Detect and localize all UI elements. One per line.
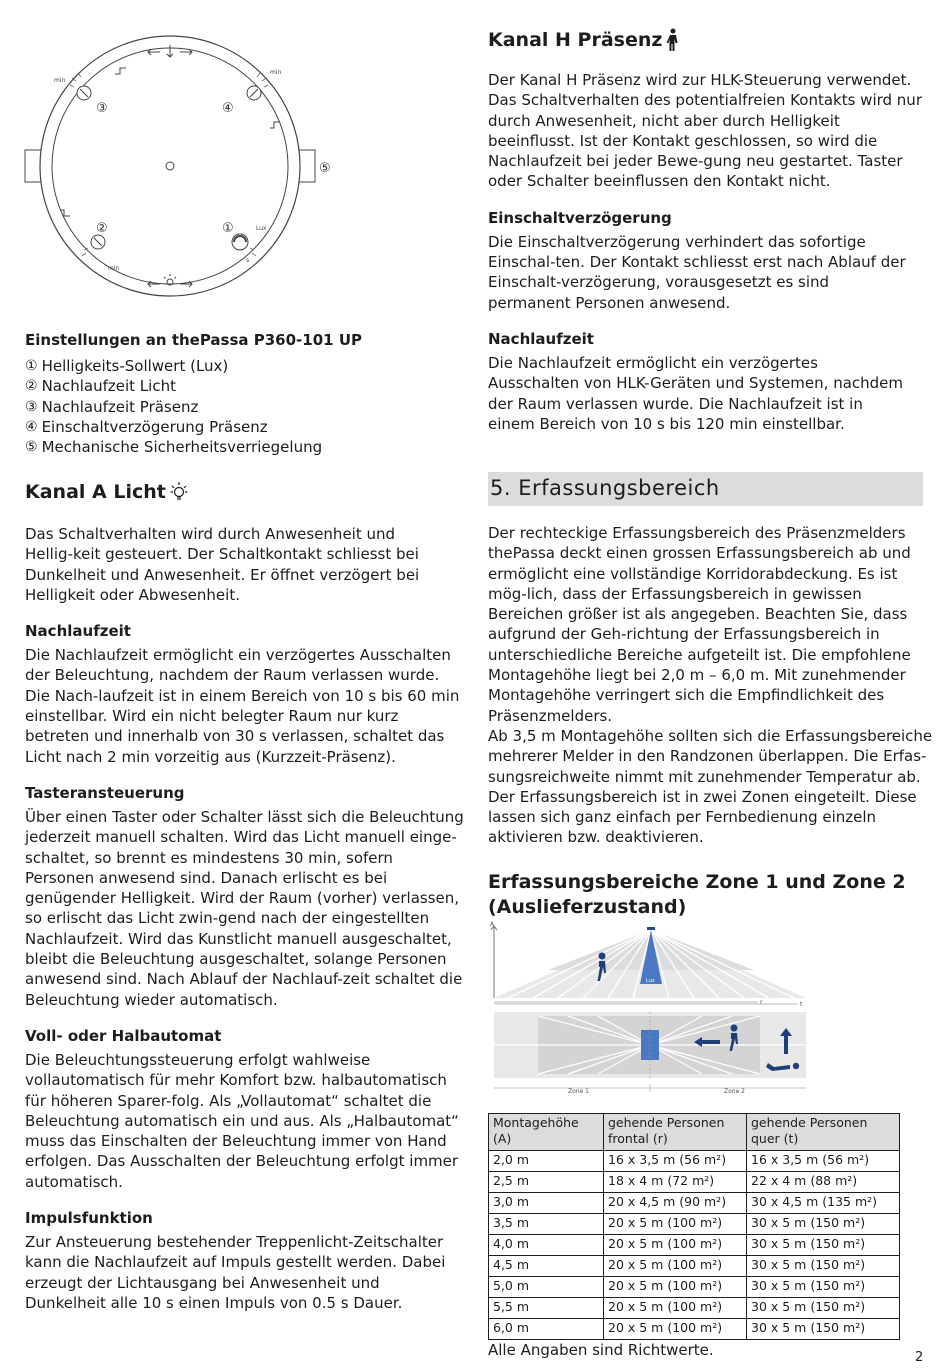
dial-label-min-2: min [270, 69, 282, 76]
settings-item-number: ⑤ [25, 439, 38, 456]
table-row [489, 1277, 900, 1298]
table-header-cell: gehende Personen quer (t) [747, 1114, 900, 1151]
page-number: 2 [915, 1350, 924, 1365]
table-cell: 20 x 5 m (100 m²) [604, 1235, 747, 1256]
settings-item-label: Mechanische Sicherheitsverriegelung [41, 438, 323, 457]
table-cell: 30 x 5 m (150 m²) [747, 1277, 900, 1298]
kanal-a-section [25, 480, 465, 1313]
axis-a-label: A [490, 921, 495, 928]
kanal-a-impuls-text: Zur Ansteuerung bestehender Treppenlicht-Zeitschalter kann die Nachlaufzeit auf Impuls gestellt werden. Dabei erzeugt der Lichtausgang bei Anwesenheit und Dunkelheit alle 10 s einen Impuls von 0.5 s Dauer. [25, 1233, 446, 1312]
mounting-height-table [488, 1113, 900, 1340]
kanal-a-intro: Das Schaltverhalten wird durch Anwesenheit und Hellig-keit gesteuert. Der Schaltkontakt schliesst bei Dunkelheit und Anwesenheit. Er öffnet verzögert bei Helligkeit oder Abwesenheit. [25, 525, 420, 604]
table-header-cell: Montagehöhe (A) [489, 1114, 604, 1151]
table-row [489, 1256, 900, 1277]
dial-label-min-3: min [108, 265, 120, 272]
table-cell: 30 x 4,5 m (135 m²) [747, 1193, 900, 1214]
section-5-text-1: Der rechteckige Erfassungsbereich des Präsenzmelders thePassa deckt einen grossen Erfassungsbereich ab und ermöglicht eine vollständige Korridorabdeckung. Es ist mög-lich, dass der Erfassungsbereich in gewissen Bereichen größer ist als angegeben. Beachten Sie, dass aufgrund der Geh-richtung der Erfassungsbereich in unterschiedliche Bereiche aufgeteilt ist. Die empfohlene Montagehöhe liegt bei 2,0 m – 6,0 m. Mit zunehmender Montagehöhe verringert sich die Empfindlichkeit des Präsenzmelders. [488, 524, 911, 725]
kanal-h-section [488, 28, 928, 434]
dial-4[interactable] [247, 86, 261, 100]
table-cell: 30 x 5 m (150 m²) [747, 1298, 900, 1319]
axis-t-label: t [800, 1001, 803, 1008]
lux-label: Lux [646, 978, 655, 984]
callout-4: ④ [222, 101, 234, 116]
kanal-a-nachlaufzeit-text: Die Nachlaufzeit ermöglicht ein verzögertes Ausschalten der Beleuchtung, nachdem der Raum verlassen wurde. Die Nach-laufzeit ist in einem Bereich von 10 s bis 60 min einstellbar. Wird ein nicht belegter Raum nur kurz betreten und innerhalb von 30 s verlassen, schaltet das Licht nach 2 min vorzeitig aus (Kurzzeit-Präsenz). [25, 646, 460, 766]
settings-item-number: ② [25, 378, 38, 395]
callout-1: ① [222, 221, 234, 236]
table-cell: 30 x 5 m (150 m²) [747, 1319, 900, 1340]
settings-item [25, 397, 465, 417]
table-cell: 5,0 m [489, 1277, 604, 1298]
section-5-text-2: Ab 3,5 m Montagehöhe sollten sich die Erfassungsbereiche mehrerer Melder in den Randzonen überlappen. Die Erfas-sungsreichweite nimmt mit zunehmender Temperatur ab. [488, 726, 933, 786]
table-cell: 22 x 4 m (88 m²) [747, 1172, 900, 1193]
kanal-a-nachlaufzeit-title: Nachlaufzeit [25, 622, 131, 641]
settings-item-number: ① [25, 358, 38, 374]
kanal-a-voll-title: Voll- oder Halbautomat [25, 1026, 222, 1045]
kanal-h-title [488, 28, 928, 52]
kanal-a-title [25, 480, 465, 504]
settings-block [25, 330, 465, 457]
callout-5: ⑤ [319, 161, 331, 176]
axis-r-label: r [760, 999, 763, 1006]
detection-diagram [488, 918, 808, 1098]
table-cell: 20 x 5 m (100 m²) [604, 1277, 747, 1298]
table-cell: 16 x 3,5 m (56 m²) [747, 1151, 900, 1172]
footnote: Alle Angaben sind Richtwerte. [488, 1341, 714, 1359]
zone-1-label: Zone 1 [568, 1088, 589, 1095]
side-view [490, 921, 806, 1008]
table-cell: 3,5 m [489, 1214, 604, 1235]
table-row [489, 1151, 900, 1172]
lightbulb-icon [170, 480, 188, 504]
settings-item-label: Helligkeits-Sollwert (Lux) [41, 357, 229, 375]
settings-title: Einstellungen an thePassa P360-101 UP [25, 331, 362, 349]
dial-label-s: s [246, 257, 250, 264]
kanal-a-impuls-title: Impulsfunktion [25, 1209, 153, 1228]
table-row [489, 1193, 900, 1214]
zone-title-line-2: (Auslieferzustand) [488, 895, 687, 918]
settings-item-label: Nachlaufzeit Präsenz [41, 397, 199, 416]
kanal-h-nachlauf-text: Die Nachlaufzeit ermöglicht ein verzögertes Ausschalten von HLK-Geräten und Systemen, nachdem der Raum verlassen wurde. Die Nachlaufzeit ist in einem Bereich von 10 s bis 120 min einstellbar. [488, 353, 904, 433]
table-cell: 20 x 5 m (100 m²) [604, 1298, 747, 1319]
table-cell: 2,0 m [489, 1151, 604, 1172]
settings-item-label: Nachlaufzeit Licht [41, 377, 176, 396]
section-5-header [488, 472, 923, 506]
dial-label-min-1: min [54, 77, 66, 84]
table-cell: 30 x 5 m (150 m²) [747, 1256, 900, 1277]
kanal-h-title-text: Kanal H Präsenz [488, 29, 663, 51]
table-cell: 3,0 m [489, 1193, 604, 1214]
kanal-a-title-text: Kanal A Licht [25, 481, 166, 503]
section-5-text-3: Der Erfassungsbereich ist in zwei Zonen eingeteilt. Diese lassen sich ganz einfach per Fernbedienung einzeln aktivieren bzw. deaktivieren. [488, 787, 917, 847]
callout-3: ③ [96, 101, 108, 116]
kanal-h-nachlauf-title: Nachlaufzeit [488, 329, 594, 348]
kanal-h-einschalt-title: Einschaltverzögerung [488, 208, 672, 227]
table-cell: 30 x 5 m (150 m²) [747, 1214, 900, 1235]
settings-item [25, 437, 465, 457]
ceiling-sensor [647, 927, 655, 930]
table-cell: 20 x 4,5 m (90 m²) [604, 1193, 747, 1214]
person-icon [666, 28, 680, 52]
table-cell: 4,5 m [489, 1256, 604, 1277]
kanal-a-taster-title: Tasteransteuerung [25, 783, 185, 802]
settings-item [25, 417, 465, 437]
table-cell: 5,5 m [489, 1298, 604, 1319]
kanal-h-intro: Der Kanal H Präsenz wird zur HLK-Steuerung verwendet. Das Schaltverhalten des potentialfreien Kontakts wird nur durch Anwesenheit, nicht aber durch Helligkeit beeinflusst. Ist der Kontakt geschlossen, so wird die Nachlaufzeit bei jeder Bewe-gung neu gestartet. Taster oder Schalter beeinflussen den Kontakt nicht. [488, 71, 922, 191]
zone-2-label: Zone 2 [724, 1088, 745, 1095]
zone-title-line-1: Erfassungsbereiche Zone 1 und Zone 2 [488, 870, 906, 893]
device-center-hole [166, 162, 174, 170]
table-cell: 4,0 m [489, 1235, 604, 1256]
table-cell: 2,5 m [489, 1172, 604, 1193]
dial-1[interactable] [232, 234, 248, 250]
section-5-body [488, 523, 933, 920]
zone-title [488, 870, 933, 920]
kanal-a-taster-text: Über einen Taster oder Schalter lässt sich die Beleuchtung jederzeit manuell schalten. Wird das Licht manuell einge-schaltet, so brennt es mindestens 30 min, sofern Personen anwesend sind. Danach erlischt es bei genügender Helligkeit. Wird der Raum (vorher) verlassen, so erlischt das Licht zwin-gend nach der eingestellten Nachlaufzeit. Wird das Kunstlicht manuell ausgeschaltet, bleibt die Beleuchtung ausgeschaltet, solange Personen anwesend sind. Nach Ablauf der Nachlauf-zeit schaltet die Beleuchtung wieder automatisch. [25, 807, 464, 1009]
callout-2: ② [96, 221, 108, 236]
settings-item-number: ④ [25, 418, 38, 435]
table-row [489, 1214, 900, 1235]
table-row [489, 1319, 900, 1340]
settings-list [25, 356, 465, 457]
table-header-row [489, 1114, 900, 1151]
table-cell: 20 x 5 m (100 m²) [604, 1256, 747, 1277]
table-cell: 20 x 5 m (100 m²) [604, 1214, 747, 1235]
table-row [489, 1235, 900, 1256]
dial-label-lux: Lux [256, 225, 267, 232]
settings-item [25, 356, 465, 376]
table-row [489, 1298, 900, 1319]
dial-2[interactable] [91, 235, 105, 249]
table-row [489, 1172, 900, 1193]
settings-item-number: ③ [25, 398, 38, 415]
kanal-a-voll-text: Die Beleuchtungssteuerung erfolgt wahlweise vollautomatisch für mehr Komfort bzw. halbautomatisch für höheren Sparer-folg. Als „Vollautomat“ schaltet die Beleuchtung automatisch ein und aus. Als „Halbautomat“ muss das Einschalten der Beleuchtung immer von Hand erfolgen. Das Ausschalten der Beleuchtung erfolgt immer automatisch. [25, 1050, 459, 1191]
kanal-h-einschalt-text: Die Einschaltverzögerung verhindert das sofortige Einschal-ten. Der Kontakt schliesst erst nach Ablauf der Einschalt-verzögerung, vorausgesetzt es sind permanent Personen anwesend. [488, 232, 906, 312]
table-header-cell: gehende Personen frontal (r) [604, 1114, 747, 1151]
table-cell: 18 x 4 m (72 m²) [604, 1172, 747, 1193]
table-cell: 20 x 5 m (100 m²) [604, 1319, 747, 1340]
device-figure [20, 30, 350, 305]
top-view [494, 1012, 806, 1095]
settings-item [25, 376, 465, 396]
settings-item-label: Einschaltverzögerung Präsenz [41, 417, 268, 436]
table-cell: 16 x 3,5 m (56 m²) [604, 1151, 747, 1172]
table-cell: 30 x 5 m (150 m²) [747, 1235, 900, 1256]
section-5-title: 5. Erfassungsbereich [490, 476, 720, 500]
table-cell: 6,0 m [489, 1319, 604, 1340]
dial-3[interactable] [77, 86, 91, 100]
